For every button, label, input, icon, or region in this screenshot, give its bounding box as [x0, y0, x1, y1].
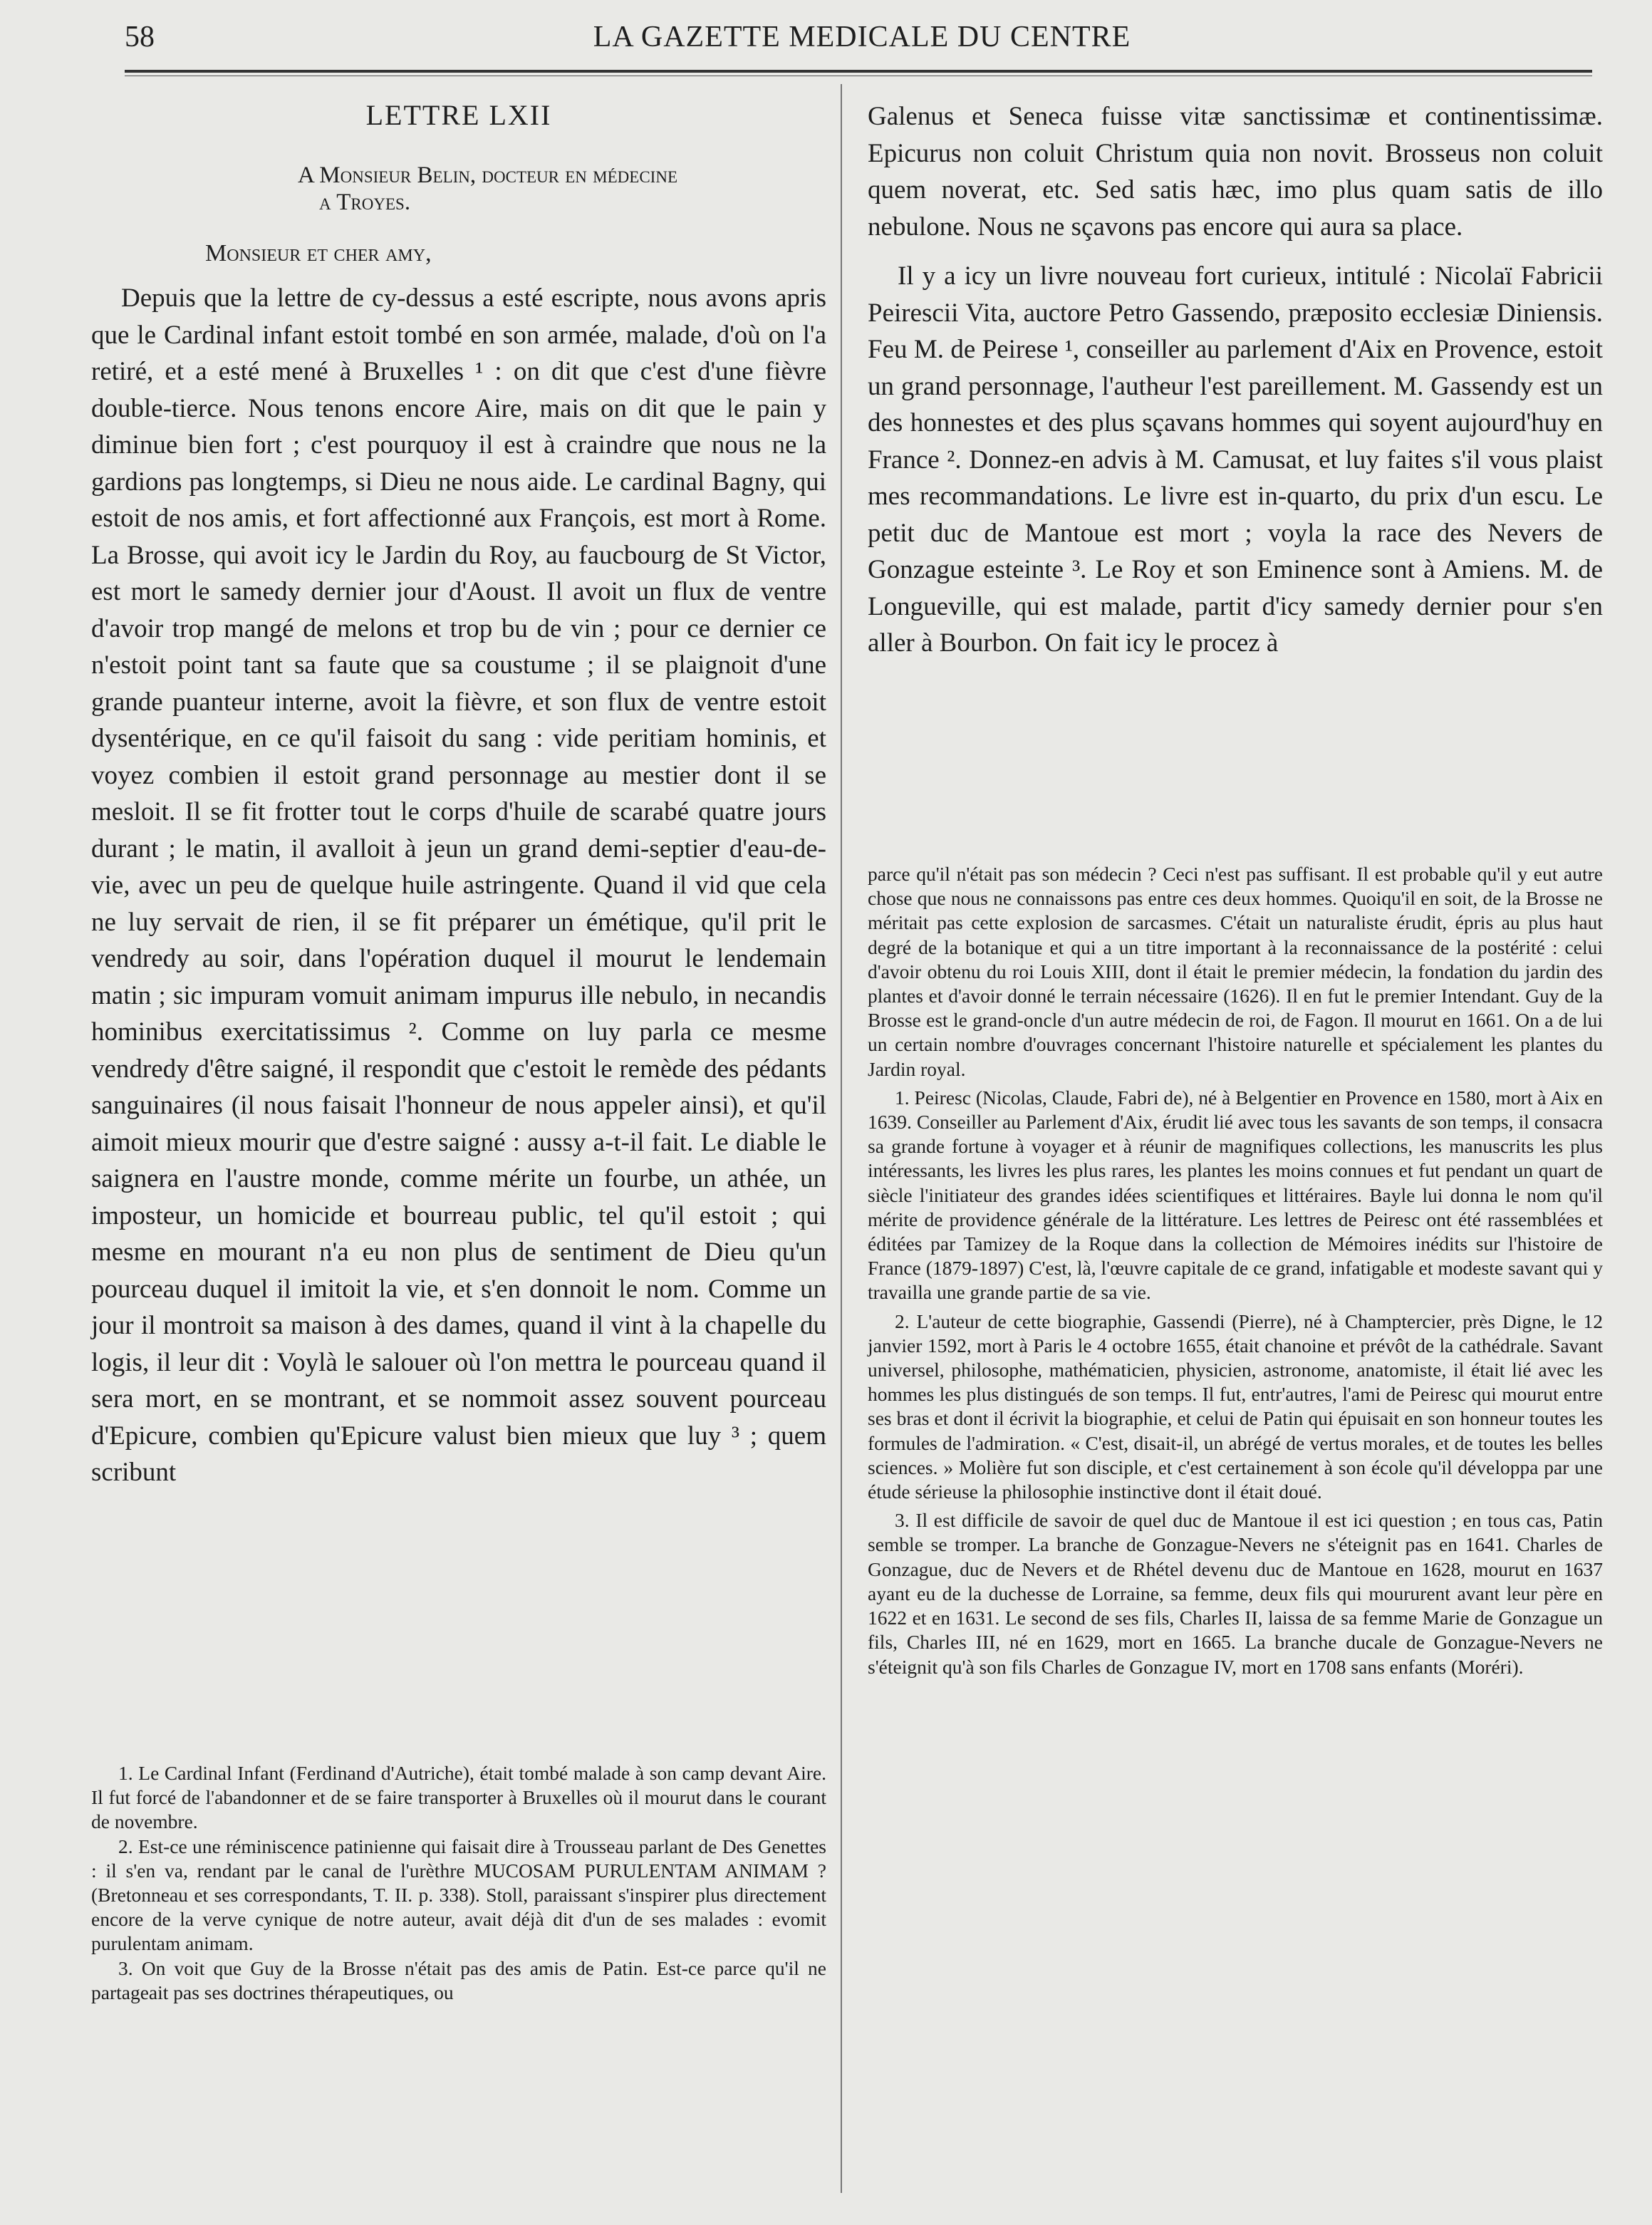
address-line-2: a Troyes. — [319, 190, 411, 215]
letter-title: LETTRE LXII — [365, 99, 552, 131]
footnote: 2. Est-ce une réminiscence patinienne qui faisait dire à Trousseau parlant de Des Genettes : il s'en va, rendant par le canal de l'urèthre MUCOSAM PURULENTAM ANIMAM ? (Bretonneau et ses correspondants, T. II. p. 338). Stoll, paraissant s'inspirer plus directement encore de la verve cynique de notre auteur, avait déjà dit d'un de ses malades : evomit purulentam animam. — [91, 1835, 826, 1955]
footnote-continued: parce qu'il n'était pas son médecin ? Ceci n'est pas suffisant. Il est probable qu'il y eut autre chose que nous ne connaissons pas entre ces deux hommes. Quoiqu'il en soit, de la Brosse ne méritait pas cette explosion de sarcasmes. C'était un naturaliste érudit, épris au plus haut degré de la botanique et qui a un titre important à la reconnaissance de la postérité : celui d'avoir obtenu du roi Louis XIII, dont il était le premier médecin, la fondation du jardin des plantes et d'avoir donné le terrain nécessaire (1626). Il en fut le premier Intendant. Guy de la Brosse est le grand-oncle d'un autre médecin de roi, de Fagon. Il mourut en 1661. On a de lui un certain nombre d'ouvrages concernant l'histoire naturelle et spécialement les plantes du Jardin royal. — [868, 863, 1603, 1080]
footnote: 1. Peiresc (Nicolas, Claude, Fabri de), né à Belgentier en Provence en 1580, mort à Aix en 1639. Conseiller au Parlement d'Aix, érudit lié avec tous les savants de son temps, il consacra sa grande fortune à voyager et à réunir de magnifiques collections, les manuscrits les plus intéressants, les livres les plus rares, les plantes les moins connues et fut pendant un quart de siècle l'initiateur des grandes idées scientifiques et littéraires. Bayle lui donna le nom qu'il mérite de providence générale de la littérature. Les lettres de Peiresc ont été rassemblées et éditées par Tamizey de la Roque dans la collection de Mémoires inédits sur l'histoire de France (1879-1897) C'est, là, l'œuvre capitale de ce grand, infatigable et modeste savant qui y travailla une grande partie de sa vie. — [868, 1086, 1603, 1304]
footnote: 3. Il est difficile de savoir de quel duc de Mantoue il est ici question ; en tous cas, Patin semble se tromper. La branche de Gonzague-Nevers ne s'éteignit pas en 1641. Charles de Gonzague, duc de Nevers et de Rhétel devenu duc de Mantoue en 1628, mourut en 1637 ayant eu de la duchesse de Lorraine, sa femme, deux fils qui moururent avant leur père en 1622 et en 1631. Le second de ses fils, Charles II, laissa de sa femme Marie de Gonzague un fils, Charles III, né en 1629, mort en 1665. La branche ducale de Gonzague-Nevers ne s'éteignit qu'à son fils Charles de Gonzague IV, mort en 1708 sans enfants (Moréri). — [868, 1509, 1603, 1678]
running-title: LA GAZETTE MEDICALE DU CENTRE — [593, 21, 1131, 53]
left-column — [91, 98, 826, 1491]
column-divider — [841, 84, 842, 2193]
header-rule — [125, 70, 1592, 73]
right-column — [868, 98, 1603, 662]
letter-body-left: Depuis que la lettre de cy-dessus a esté escripte, nous avons apris que le Cardinal infant estoit tombé en son armée, malade, d'où on l'a retiré, et a esté mené à Bruxelles ¹ : on dit que c'est d'une fièvre double-tierce. Nous tenons encore Aire, mais on dit que le pain y diminue bien fort ; c'est pourquoy il est à craindre que nous ne la gardions pas longtemps, si Dieu ne nous aide. Le cardinal Bagny, qui estoit de nos amis, et fort affectionné aux François, est mort à Rome. La Brosse, qui avoit icy le Jardin du Roy, au faucbourg de St Victor, est mort le samedy dernier jour d'Aoust. Il avoit un flux de ventre d'avoir trop mangé de melons et trop bu de vin ; pour ce dernier ce n'estoit point tant sa faute que sa coustume ; il se plaignoit d'une grande puanteur interne, avoit la fièvre, et son flux de ventre estoit dysentérique, en ce qu'il faisoit du sang : vide peritiam hominis, et voyez combien il estoit grand personnage au mestier dont il se mesloit. Il se fit frotter tout le corps d'huile de scarabé quatre jours durant ; le matin, il avalloit à jeun un grand demi-septier d'eau-de-vie, avec un peu de quelque huile astringente. Quand il vid que cela ne luy servait de rien, il se fit préparer un émétique, qu'il prit le vendredy au soir, dans l'opération duquel il mourut le lendemain matin ; sic impuram vomuit animam impurus ille nebulo, in necandis hominibus exercitatissimus ². Comme on luy parla ce mesme vendredy d'être saigné, il respondit que c'estoit le remède des pédants sanguinaires (il nous faisait l'honneur de nous appeler ainsi), et qu'il aimoit mieux mourir que d'estre saigné : aussy a-t-il fait. Le diable le saignera en l'austre monde, comme mérite un fourbe, un athée, un imposteur, un homicide et bourreau public, tel qu'il estoit ; qui mesme en mourant n'a eu non plus de sentiment de Dieu qu'un pourceau duquel il imitoit la vie, et s'en donnoit le nom. Comme un jour il montroit sa maison à des dames, quand il vint à la chapelle du logis, il leur dit : Voylà le salouer où l'on mettra le pourceau quand il sera mort, en se montrant, et se nommoit assez souvent pourceau d'Epicure, combien qu'Epicure valust bien mieux que luy ³ ; quem scribunt — [91, 284, 826, 1487]
footnote: 3. On voit que Guy de la Brosse n'était pas des amis de Patin. Est-ce parce qu'il ne partageait pas ses doctrines thérapeutiques, ou — [91, 1956, 826, 2003]
page-number: 58 — [125, 21, 155, 53]
salutation: Monsieur et cher amy, — [205, 240, 432, 266]
address-line-1: A Monsieur Belin, docteur en médecine — [298, 162, 677, 188]
footnote: 1. Le Cardinal Infant (Ferdinand d'Autriche), était tombé malade à son camp devant Aire. Il fut forcé de l'abandonner et de se faire transporter à Bruxelles où il mourut dans le courant de novembre. — [91, 1762, 826, 1833]
footnotes-right — [868, 862, 1603, 1679]
footnote: 2. L'auteur de cette biographie, Gassendi (Pierre), né à Champtercier, près Digne, le 12 janvier 1592, mort à Paris le 4 octobre 1655, était chanoine et prévôt de la cathédrale. Savant universel, philosophe, mathématicien, physicien, astronome, anatomiste, il était lié avec les hommes les plus distingués de son temps. Il fut, entr'autres, l'ami de Peiresc qui mourut entre ses bras et dont il écrivit la biographie, et celui de Patin qui épuisait en son honneur toutes les formules de l'admiration. « C'est, disait-il, un abrégé de vertus morales, et de toutes les belles sciences. » Molière fut son disciple, et c'est certainement à son école qu'il développa par une étude sérieuse la philosophie instinctive dont il était doué. — [868, 1309, 1603, 1503]
letter-body-right-1: Galenus et Seneca fuisse vitæ sanctissimæ et continentissimæ. Epicurus non coluit Christum quia non novit. Brosseus non coluit quem noverat, etc. Sed satis hæc, imo plus quam satis de illo nebulone. Nous ne sçavons pas encore qui aura sa place. — [868, 102, 1603, 242]
page-header — [125, 20, 1599, 63]
footnotes-left — [91, 1761, 826, 2005]
letter-body-right-2: Il y a icy un livre nouveau fort curieux, intitulé : Nicolaï Fabricii Peirescii Vita, auctore Petro Gassendo, præposito ecclesiæ Diniensis. Feu M. de Peirese ¹, conseiller au parlement d'Aix en Provence, estoit un grand personnage, l'autheur l'est pareillement. M. Gassendy est un des honnestes et des plus sçavans hommes qui soyent aujourd'huy en France ². Donnez-en advis à M. Camusat, et luy faites s'il vous plaist mes recommandations. Le livre est in-quarto, du prix d'un escu. Le petit duc de Mantoue est mort ; voyla la race des Nevers de Gonzague esteinte ³. Le Roy et son Eminence sont à Amiens. M. de Longueville, qui est malade, partit d'icy samedy dernier pour s'en aller à Bourbon. On fait icy le procez à — [868, 261, 1603, 658]
letter-address — [91, 162, 826, 216]
